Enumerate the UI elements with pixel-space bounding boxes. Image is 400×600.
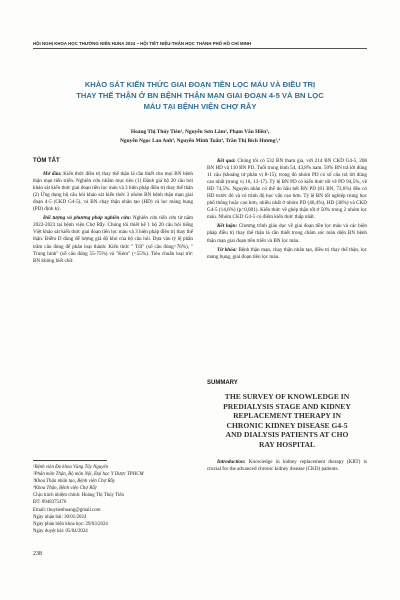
- article-title: [40, 79, 360, 112]
- right-column: [207, 158, 367, 263]
- keywords-text: Bệnh thận mạn, chạy thận nhân tạo, điều trị thay thế thận, lọc màng bụng, giai đoạn tiền lọc máu.: [207, 246, 367, 260]
- author-line: Nguyễn Ngọc Lan Anh⁴, Nguyễn Minh Tuấn⁴, Trần Thị Bích Hương²,⁴: [120, 137, 280, 144]
- page-number: 238: [33, 551, 42, 557]
- keywords-paragraph: [207, 247, 367, 261]
- conclusion-lead: Kết luận:: [217, 223, 238, 230]
- contact-line: Email: thuytienhoang@gmail.com: [33, 507, 101, 513]
- methods-text: Nghiên cứu tiến cứu từ năm 2022-2023 tại bệnh viện Chợ Rẫy. Chúng tôi thiết kế 1 bộ 20 câu hỏi tiếng Việt khảo sát kiến thức giai đoạn tiền lọc máu và 3 biện pháp điều trị thay thế thận. Điểm D dùng để lượng giá độ khó của bộ câu hỏi. Dựa vào tỷ lệ phần trăm câu đúng để phân loại thành: Kiến thức " Tốt" (số câu đúng>76%), " Trung bình" (số câu đúng 55-75%) và "Kém" (<55%). Tiêu chuẩn loại trừ: BN không biết chữ.: [33, 215, 193, 264]
- author-line: Hoàng Thị Thúy Tiên¹, Nguyễn Sơn Lâm², Phạm Văn Hiền³,: [130, 129, 270, 135]
- english-title-line: RAY HOSPITAL: [258, 439, 316, 449]
- results-paragraph: [207, 158, 367, 221]
- objective-lead: Mở đầu:: [43, 171, 62, 178]
- english-title-line: AND DIALYSIS PATIENTS AT CHO: [225, 430, 349, 439]
- title-line: THAY THẾ THẬN Ở BN BỆNH THẬN MẠN GIAI ĐOẠN 4-5 VÀ BN LỌC: [76, 91, 324, 100]
- summary-heading: TÓM TẮT: [33, 158, 60, 164]
- objective-text: Kiến thức điều trị thay thế thận là cần thiết cho mọi BN bệnh thận mạn tiến triển. Nghiên cứu nhằm mục tiêu (1) Đánh giá bộ 20 câu hỏi khảo sát kiến thức giai đoạn tiền lọc máu và 3 biện pháp điều trị thay thế thận (2) Ứng dụng bộ câu hỏi khảo sát kiến thức 3 nhóm BN bệnh thận mạn giai đoạn 4-5 (CKD G4-5), và BN chạy thận nhân tạo (HD) và lọc màng bụng (PD) định kỳ.: [33, 171, 193, 213]
- english-summary: [207, 380, 367, 473]
- contact-line: Ngày phản biện khoa học: 29/03/2024: [33, 521, 108, 527]
- affiliation-note: ³Khoa Thận nhân tạo, Bệnh viện Chợ Rẫy: [33, 479, 116, 485]
- methods-lead: Đối tượng và phương pháp nghiên cứu:: [43, 215, 132, 222]
- author-list: [40, 128, 360, 145]
- conclusion-text: Chương trình giáo dục về giai đoạn tiền lọc máu và các biện pháp điều trị thay thế thận là cần thiết trong chăm sóc toàn diện BN bệnh thận mạn giai đoạn tiền triển và BN lọc máu.: [207, 223, 367, 244]
- english-title-line: REPLACEMENT THERAPY IN: [233, 411, 341, 420]
- affiliation-note: ¹Bệnh viện Đa khoa Vùng Tây Nguyên: [33, 465, 109, 470]
- left-column: [33, 158, 193, 267]
- methods-paragraph: [33, 215, 193, 264]
- english-title-line: THE SURVEY OF KNOWLEDGE IN: [224, 392, 350, 401]
- contact-line: Ngày nhận bài: 30/01/2024: [33, 514, 87, 520]
- footnotes: [33, 464, 198, 535]
- contact-line: ĐT: 0948375476: [33, 500, 67, 506]
- running-header: HỘI NGHỊ KHOA HỌC THƯỜNG NIÊN HUNA 2024 – HỘI TIẾT NIỆU-THẬN HỌC THÀNH PHỐ HỒ CHÍ MINH: [33, 41, 367, 49]
- affiliation-note: ²Phân môn Thận, Bộ môn Nội, Đại học Y Dược TPHCM: [33, 472, 144, 478]
- title-line: MÁU TẠI BỆNH VIỆN CHỢ RẪY: [143, 102, 257, 111]
- english-title: [207, 392, 367, 449]
- keywords-lead: Từ khóa:: [217, 246, 237, 253]
- contact-line: Ngày duyệt bài: 05/04/2024: [33, 528, 88, 534]
- english-intro-text: Knowledge in kidney replacement therapy (KRT) is crucial for the advanced chronic kidney disease (CKD) patients.: [207, 459, 367, 473]
- english-title-line: CHRONIC KIDNEY DISEASE G4-5: [226, 420, 348, 430]
- conclusion-paragraph: [207, 223, 367, 244]
- results-text: Chúng tôi có 532 BN tham gia, với 214 BN CKD G4-5, 208 BN HD và 110 BN PD. Tuổi trung bình 54, 43,8% nam. 50% BN trả lời đúng 11 câu (khoảng tứ phân vị 8-15), trong đó nhóm PD có số câu trả lời đúng cao nhất (trung vị 16, 13-17). Tỷ lệ BN PD có kiến thức tốt về PD 94,5%, về HD 74,5%. Nguyên nhân có thể do hầu hết BN PD (81 BN, 73,6%) đều có HD trước đó và có trình độ học vấn cao hơn. Tỷ lệ BN tốt nghiệp trung học phổ thông hoặc cao hơn, nhiều nhất ở nhóm PD (46,4%), HD (38%) và CKD G4-5 (14,6%) (p<0,001). Kiến thức về ghép thận tốt ở 50% trong 2 nhóm lọc máu. Nhóm CKD G4-5 có điểm kiến thức thấp nhất.: [207, 158, 367, 221]
- affiliation-note: ⁴Khoa Thận, Bệnh viện Chợ Rẫy: [33, 486, 97, 492]
- english-title-line: PREDIALYSIS STAGE AND KIDNEY: [223, 401, 351, 411]
- results-lead: Kết quả:: [217, 158, 236, 164]
- title-line: KHẢO SÁT KIẾN THỨC GIAI ĐOẠN TIỀN LỌC MÁU VÀ ĐIỀU TRỊ: [84, 80, 316, 89]
- summary-en-heading: SUMMARY: [207, 380, 238, 386]
- english-intro-paragraph: [207, 459, 367, 473]
- footnote-divider: [33, 460, 107, 461]
- objective-paragraph: [33, 171, 193, 213]
- english-intro-lead: Introduction:: [217, 459, 246, 465]
- contact-line: Chịu trách nhiệm chính: Hoàng Thị Thúy Tiên: [33, 493, 124, 499]
